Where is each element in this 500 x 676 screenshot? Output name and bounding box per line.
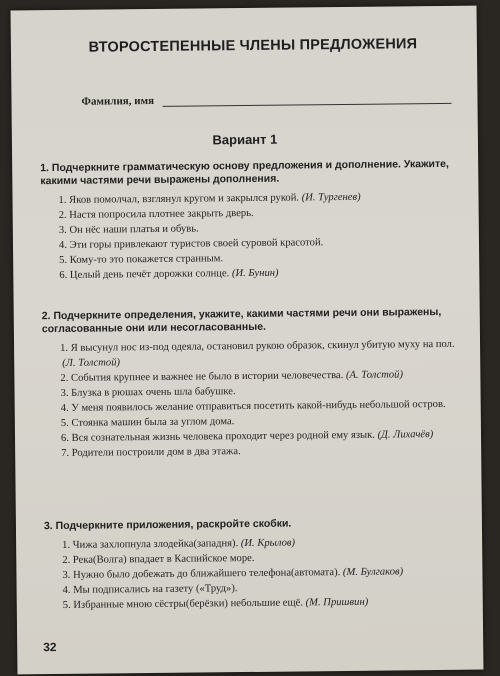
sentence-item: 1. Чижа захлопнула злодейка(западня). (И. Крылов) <box>62 537 296 551</box>
sentence-list <box>40 189 461 283</box>
sentence-item: 2. Река(Волга) впадает в Каспийское море. <box>62 552 255 566</box>
sentence-item: 3. Он нёс наши платья и обувь. <box>58 223 199 236</box>
workbook-page <box>11 6 484 675</box>
task-1 <box>40 158 461 283</box>
sentence-list <box>44 534 465 613</box>
sentence-list <box>42 337 463 461</box>
sentence-item: 4. Эти горы привлекают туристов своей суровой красотой. <box>58 237 324 251</box>
sentence-item: 5. Кому-то это покажется странным. <box>59 253 224 266</box>
name-label: Фамилия, имя <box>81 94 155 108</box>
sentence-item: 6. Целый день печёт дорожки солнце. (И. Бунин) <box>59 267 279 281</box>
sentence-item: 1. Я высунул нос из-под одеяла, остановил рукою образок, скинул убитую муху на пол. (Л. Толстой) <box>60 338 455 369</box>
sentence-item: 5. Избранные мною сёстры(берёзки) небольшие ещё. (М. Пришвин) <box>62 596 369 611</box>
sentence-item: 6. Вся сознательная жизнь человека проходит через родной ему язык. (Д. Лихачёв) <box>60 429 434 444</box>
sentence-item: 3. Нужно было добежать до ближайшего телефона(автомата). (М. Булгаков) <box>62 566 404 581</box>
sentence-item: 3. Блузка в рюшах очень шла бабушке. <box>60 386 236 399</box>
task-heading: 1. Подчеркните грамматическую основу предложения и дополнение. Укажите, какими частями речи выражены дополнения. <box>40 157 449 188</box>
sentence-item: 5. Стоянка машин была за углом дома. <box>60 416 235 429</box>
page-number: 32 <box>43 640 57 655</box>
name-blank-line <box>162 93 452 107</box>
task-2 <box>42 306 464 461</box>
task-heading: 3. Подчеркните приложения, раскройте скобки. <box>43 517 292 533</box>
sentence-item: 4. У меня появилось желание отправиться посетить какой-нибудь небольшой остров. <box>60 398 446 414</box>
sentence-item: 1. Яков помолчал, взглянул кругом и закрылся рукой. (И. Тургенев) <box>58 191 361 206</box>
sentence-item: 2. События крупнее и важнее не было в истории человечества. (А. Толстой) <box>60 369 404 384</box>
variant-heading: Вариант 1 <box>212 131 278 148</box>
task-heading: 2. Подчеркните определения, укажите, какими частями речи они выражены, согласованные они или несогласованные. <box>41 305 442 336</box>
sentence-item: 7. Родители построили дом в два этажа. <box>61 446 241 459</box>
sentence-item: 4. Мы подписались на газету («Труд»). <box>62 583 238 596</box>
name-field <box>81 92 451 108</box>
sentence-item: 2. Настя попросила плотнее закрыть дверь. <box>58 207 254 221</box>
page-title: ВТОРОСТЕПЕННЫЕ ЧЛЕНЫ ПРЕДЛОЖЕНИЯ <box>88 36 418 56</box>
task-3 <box>44 516 465 613</box>
